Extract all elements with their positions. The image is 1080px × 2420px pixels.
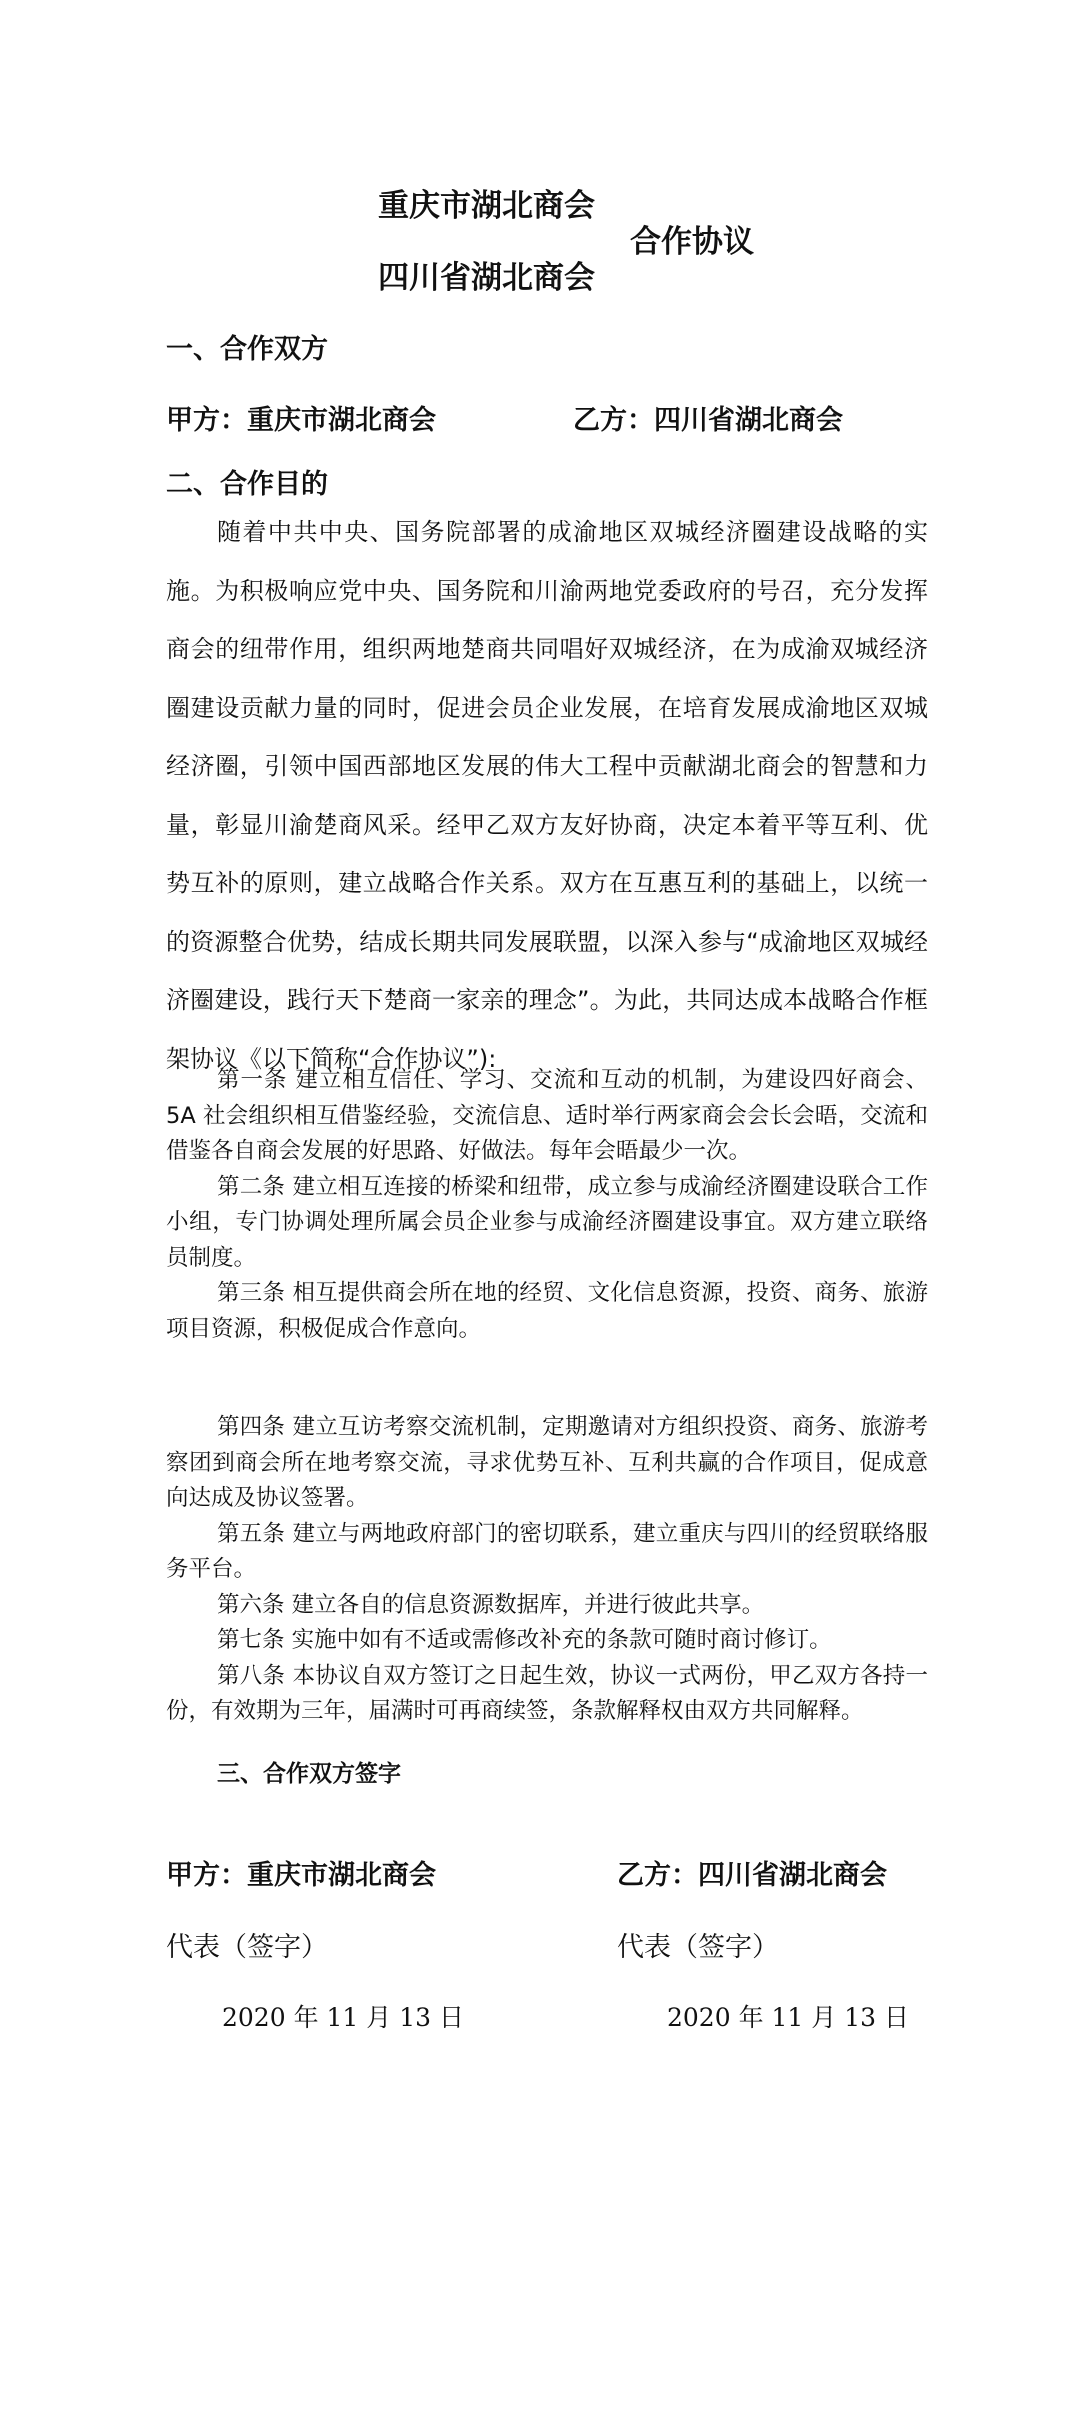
signature-party-a: 甲方：重庆市湖北商会 (166, 1860, 436, 1891)
section-2-heading: 二、合作目的 (166, 469, 328, 500)
article-text: 建立与两地政府部门的密切联系，建立重庆与四川的经贸联络服务平台。 (166, 1520, 928, 1582)
purpose-paragraph: 随着中共中央、国务院部署的成渝地区双城经济圈建设战略的实施。为积极响应党中央、国务院和川渝两地党委政府的号召，充分发挥商会的纽带作用，组织两地楚商共同唱好双城经济，在为成渝双城经济圈建设贡献力量的同时，促进会员企业发展，在培育发展成渝地区双城经济圈，引领中国西部地区发展的伟大工程中贡献湖北商会的智慧和力量，彰显川渝楚商风采。经甲乙双方友好协商，决定本着平等互利、优势互补的原则，建立战略合作关系。双方在互惠互利的基础上，以统一的资源整合优势，结成长期共同发展联盟，以深入参与“成渝地区双城经济圈建设，践行天下楚商一家亲的理念”。为此，共同达成本战略合作框架协议《以下简称“合作协议”): (166, 518, 928, 1073)
article-text: 实施中如有不适或需修改补充的条款可随时商讨修订。 (291, 1627, 832, 1653)
representative-a-label: 代表（签字） (166, 1932, 328, 1963)
agreement-title (0, 180, 1080, 320)
title-suffix: 合作协议 (630, 224, 754, 260)
article-text: 相互提供商会所在地的经贸、文化信息资源，投资、商务、旅游项目资源，积极促成合作意向。 (166, 1280, 928, 1342)
title-party-a: 重庆市湖北商会 (378, 188, 595, 224)
signature-party-b: 乙方：四川省湖北商会 (617, 1860, 887, 1891)
article-text: 建立各自的信息资源数据库，并进行彼此共享。 (291, 1591, 765, 1618)
article-text: 本协议自双方签订之日起生效，协议一式两份，甲乙双方各持一份，有效期为三年，届满时可再商续签，条款解释权由双方共同解释。 (166, 1662, 928, 1724)
title-party-b: 四川省湖北商会 (378, 260, 595, 296)
signing-date-a: 2020 年 11 月 13 日 (222, 2003, 464, 2032)
party-a-line: 甲方：重庆市湖北商会 (166, 405, 436, 436)
article-label: 第八条 (217, 1662, 286, 1689)
section-3-heading: 三、合作双方签字 (217, 1761, 401, 1787)
article-8 (166, 1659, 928, 1730)
article-label: 第二条 (217, 1173, 286, 1200)
signing-date-b: 2020 年 11 月 13 日 (667, 2003, 909, 2032)
article-list-1 (166, 1063, 928, 1347)
article-label: 第一条 (217, 1067, 288, 1093)
article-label: 第四条 (217, 1414, 286, 1440)
article-6 (166, 1588, 928, 1624)
article-5 (166, 1517, 928, 1588)
representative-b-label: 代表（签字） (617, 1932, 779, 1963)
article-label: 第六条 (217, 1591, 285, 1618)
article-text: 建立互访考察交流机制，定期邀请对方组织投资、商务、旅游考察团到商会所在地考察交流，寻求优势互补、互利共赢的合作项目，促成意向达成及协议签署。 (166, 1414, 928, 1511)
article-text: 建立相互连接的桥梁和纽带，成立参与成渝经济圈建设联合工作小组，专门协调处理所属会员企业参与成渝经济圈建设事宜。双方建立联络员制度。 (166, 1173, 928, 1271)
article-label: 第三条 (217, 1280, 286, 1306)
article-4 (166, 1410, 928, 1517)
article-label: 第五条 (217, 1520, 286, 1547)
article-list-2 (166, 1410, 928, 1730)
article-2 (166, 1170, 928, 1277)
article-text: 建立相互信任、学习、交流和互动的机制，为建设四好商会、5A 社会组织相互借鉴经验，交流信息、适时举行两家商会会长会晤，交流和借鉴各自商会发展的好思路、好做法。每年会晤最少一次。 (166, 1067, 928, 1164)
section-1-heading: 一、合作双方 (166, 334, 328, 365)
article-label: 第七条 (217, 1627, 285, 1653)
article-1 (166, 1063, 928, 1170)
article-7 (166, 1623, 928, 1659)
article-3 (166, 1276, 928, 1347)
party-b-line: 乙方：四川省湖北商会 (573, 405, 843, 436)
